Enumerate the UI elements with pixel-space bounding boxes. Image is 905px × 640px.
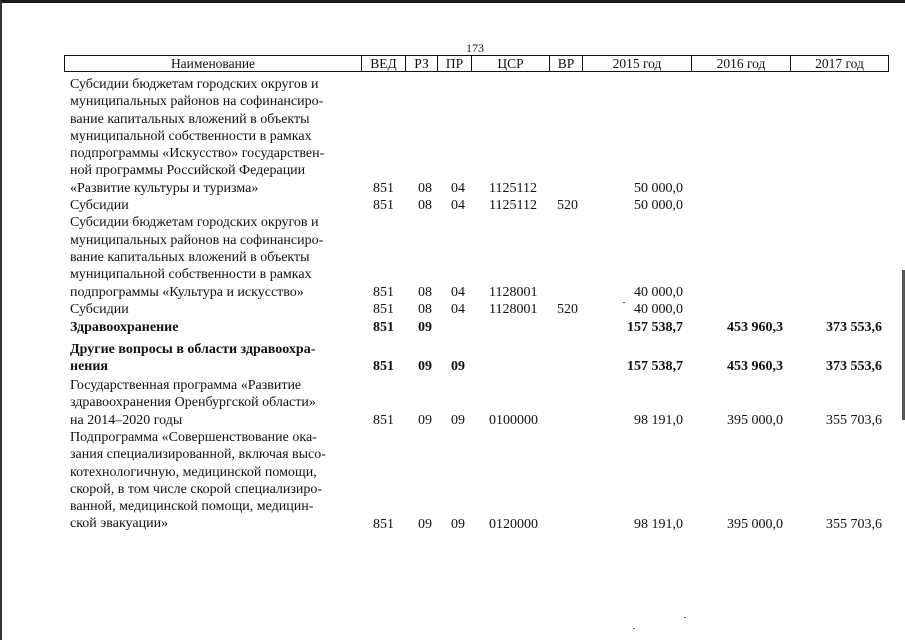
row-name-line: муниципальных районов на софинансиро-: [70, 94, 324, 110]
cell-ved: 851: [373, 358, 394, 374]
cell-2016: 453 960,3: [727, 358, 783, 374]
row-name-line: Субсидии бюджетам городских округов и: [70, 77, 319, 92]
header-2016: 2016 год: [691, 56, 790, 71]
table-header: [64, 55, 889, 72]
table-row: [0, 301, 905, 318]
cell-rz: 09: [418, 412, 432, 428]
cell-ved: 851: [373, 180, 394, 196]
cell-rz: 09: [418, 358, 432, 374]
cell-2015: 50 000,0: [634, 180, 683, 196]
cell-2017: 355 703,6: [826, 516, 882, 532]
row-name-line: вание капитальных вложений в объекты: [70, 249, 310, 265]
row-name-line: подпрограммы «Культура и искусство»: [70, 284, 304, 300]
cell-2017: 355 703,6: [826, 412, 882, 428]
cell-2017: 373 553,6: [826, 320, 882, 336]
row-name-line: скорой, в том числе скорой специализиро-: [70, 481, 323, 497]
table-row: [0, 76, 905, 197]
table-row: [0, 319, 905, 336]
row-name-line: нения: [70, 358, 108, 374]
header-2017: 2017 год: [790, 56, 888, 71]
table-row: [0, 197, 905, 214]
cell-ved: 851: [373, 198, 394, 214]
cell-csr: 0100000: [489, 412, 538, 428]
cell-2017: 373 553,6: [826, 358, 882, 374]
row-name-line: здравоохранения Оренбургской области»: [70, 395, 316, 411]
cell-2015: 157 538,7: [627, 358, 683, 374]
row-name-line: ной программы Российской Федерации: [70, 163, 306, 179]
row-name-line: вание капитальных вложений в объекты: [70, 111, 310, 127]
cell-csr: 1128001: [489, 301, 538, 317]
row-name: [70, 301, 360, 318]
header-ved: ВЕД: [361, 56, 405, 71]
cell-2015: 98 191,0: [634, 412, 683, 428]
table-row: [0, 429, 905, 533]
header-pr: ПР: [437, 56, 471, 71]
row-name-line: Государственная программа «Развитие: [70, 378, 302, 394]
page-edge-top: [0, 0, 905, 3]
cell-ved: 851: [373, 412, 394, 428]
row-name-line: Субсидии: [70, 301, 129, 317]
cell-ved: 851: [373, 284, 394, 300]
cell-rz: 08: [418, 284, 432, 300]
table-row: [0, 377, 905, 429]
cell-pr: 09: [451, 516, 465, 532]
row-name-line: Субсидии бюджетам городских округов и: [70, 215, 319, 231]
row-name-line: подпрограммы «Искусство» государствен-: [70, 146, 325, 162]
row-name-line: муниципальной собственности в рамках: [70, 267, 312, 283]
page-number: 173: [466, 41, 484, 55]
row-name: [70, 377, 360, 429]
row-name: [70, 319, 360, 336]
row-name-line: муниципальных районов на софинансиро-: [70, 232, 324, 248]
row-name-line: на 2014–2020 годы: [70, 412, 183, 428]
row-name-line: муниципальной собственности в рамках: [70, 128, 312, 144]
row-name: [70, 76, 360, 197]
cell-pr: 09: [451, 412, 465, 428]
row-name: [70, 214, 360, 300]
cell-2016: 395 000,0: [727, 412, 783, 428]
header-rz: РЗ: [405, 56, 437, 71]
cell-pr: 04: [451, 180, 465, 196]
cell-rz: 08: [418, 301, 432, 317]
cell-2015: 157 538,7: [627, 320, 683, 336]
row-name-line: Другие вопросы в области здравоохра-: [70, 341, 316, 357]
scan-speck: [684, 617, 686, 618]
cell-2015: 98 191,0: [634, 516, 683, 532]
cell-2015: 40 000,0: [634, 284, 683, 300]
cell-rz: 08: [418, 180, 432, 196]
cell-2016: 395 000,0: [727, 516, 783, 532]
cell-vr: 520: [557, 198, 578, 214]
cell-2015: 40 000,0: [634, 301, 683, 317]
scan-speck: [623, 302, 625, 303]
cell-ved: 851: [373, 516, 394, 532]
table-row: [0, 214, 905, 301]
cell-pr: 04: [451, 198, 465, 214]
cell-csr: 0120000: [489, 516, 538, 532]
header-csr: ЦСР: [471, 56, 549, 71]
cell-ved: 851: [373, 320, 394, 336]
cell-2015: 50 000,0: [634, 198, 683, 214]
cell-vr: 520: [557, 301, 578, 317]
cell-ved: 851: [373, 301, 394, 317]
cell-2016: 453 960,3: [727, 320, 783, 336]
row-name: [70, 429, 360, 533]
scan-speck: [633, 628, 635, 629]
row-name-line: Подпрограмма «Совершенствование ока-: [70, 430, 317, 445]
row-name-line: ской эвакуации»: [70, 516, 169, 532]
row-name-line: Субсидии: [70, 198, 129, 214]
cell-csr: 1125112: [489, 198, 537, 214]
row-name: [70, 197, 360, 214]
row-name-line: «Развитие культуры и туризма»: [70, 180, 259, 196]
header-name: Наименование: [170, 56, 256, 71]
cell-rz: 09: [418, 320, 432, 336]
header-vr: ВР: [549, 56, 582, 71]
cell-rz: 08: [418, 198, 432, 214]
row-name-line: Здравоохранение: [70, 320, 179, 336]
cell-csr: 1125112: [489, 180, 537, 196]
row-name-line: котехнологичную, медицинской помощи,: [70, 464, 317, 480]
table-row: [0, 341, 905, 376]
row-name-line: ванной, медицинской помощи, медицин-: [70, 499, 314, 515]
cell-rz: 09: [418, 516, 432, 532]
cell-pr: 04: [451, 284, 465, 300]
row-name-line: зания специализированной, включая высо-: [70, 447, 326, 463]
cell-pr: 04: [451, 301, 465, 317]
cell-pr: 09: [451, 358, 465, 374]
row-name: [70, 341, 360, 376]
header-2015: 2015 год: [582, 56, 691, 71]
cell-csr: 1128001: [489, 284, 538, 300]
